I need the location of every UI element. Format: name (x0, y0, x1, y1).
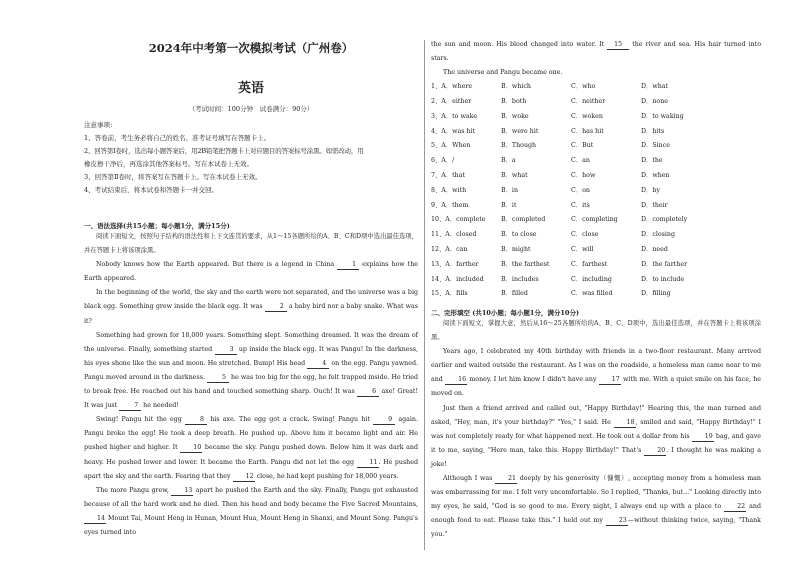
passage-text: The more Pangu grew, (96, 486, 172, 494)
passage-2 (431, 345, 761, 542)
passage-text: Just then a friend arrived and called out, "Happy Birthday!" Hearing this, the man turned and asked, "Hey, man, it's your birthday?" "Yes," I said. He (431, 404, 761, 426)
blank-number: 3 (215, 346, 237, 355)
option-choice: 10、A．complete (431, 216, 486, 224)
passage-text: axe! Great! It was just (84, 388, 418, 410)
blank-number: 9 (373, 416, 395, 425)
passage-text: again. Pangu broke the egg! He took a deep breath. He pushed up. Above him it became light and air. He pushed higher and higher. It (84, 416, 418, 452)
note-item: 1、答卷前，考生务必将自己的姓名、准考证号填写在答题卡上。 (84, 134, 271, 142)
note-item: 4、考试结束后，将本试卷和答题卡一并交回。 (84, 186, 219, 194)
paragraph (431, 472, 761, 542)
option-choice: B．filled (501, 290, 528, 298)
passage-1-last-line: The universe and Pangu became one. (443, 69, 563, 77)
option-row (431, 96, 761, 111)
option-choice: C．including (571, 275, 612, 283)
paragraph (84, 286, 418, 328)
blank-number: 16 (445, 376, 467, 385)
option-row (431, 259, 761, 274)
option-choice: D．completely (641, 216, 688, 224)
blank-number: 11 (357, 459, 379, 468)
paragraph (84, 258, 418, 286)
option-choice: B．in (501, 186, 518, 194)
blank-number: 1 (337, 261, 359, 270)
option-choice: B．might (501, 246, 531, 254)
option-choice: C．farthest (571, 260, 608, 268)
passage-text: his axe. The egg got a crack. Swing! Pangu hit (207, 416, 374, 424)
option-choice: 15、A．fills (431, 290, 468, 298)
blank-number: 20 (644, 447, 666, 456)
option-choice: 11、A．closed (431, 231, 477, 239)
blank-number: 8 (185, 416, 207, 425)
option-row (431, 170, 761, 185)
passage-1-end (431, 38, 761, 66)
exam-meta: （考试时间：100分钟 试卷满分：90分） (188, 105, 314, 113)
passage-text: a baby bird nor a baby snake. What was it? (84, 303, 418, 325)
paragraph (84, 484, 418, 540)
section2 (431, 308, 761, 543)
passage-text: Years ago, I celebrated my 40th birthday with friends in a two-floor restaurant. Many arrived earlier and waited outside the restaurant. As I was on the roadside, a homeless man came near to me and (431, 348, 761, 384)
column-divider (424, 40, 425, 550)
blank-number: 17 (599, 376, 621, 385)
option-choice: D．filling (641, 290, 671, 298)
blank-number: 23 (606, 517, 628, 526)
option-row (431, 288, 761, 303)
passage-text: up inside the black egg. It was Pangu! In the darkness, his eyes shone like the sun and moon. He stretched. Bump! His head (84, 345, 418, 367)
option-choice: D．need (641, 246, 668, 254)
blank-number: 6 (357, 388, 379, 397)
blank-number: 18 (614, 419, 636, 428)
option-row (431, 126, 761, 141)
passage-1-continued (431, 38, 761, 303)
passage-text: apart he pushed the Earth and the sky. Finally, Pangu got exhausted because of all the hard work and he died. Then his head and body became the Five Sacred Mountains, (84, 486, 418, 508)
paragraph-body (431, 472, 761, 542)
passage-text: he needed! (141, 402, 179, 410)
note-item: 2、回答第Ⅰ卷时，选出每小题答案后，用2B铅笔把答题卡上对应题目的答案标号涂黑。如需改动，用 (84, 147, 364, 155)
option-row (431, 274, 761, 289)
paragraph-body (431, 345, 761, 401)
passage-text: In the beginning of the world, the sky and the earth were not separated, and the universe was a big black egg. Something grew inside the black egg. It was (84, 289, 418, 311)
option-choice: 1、A．where (431, 83, 473, 91)
option-choice: B．completed (501, 216, 546, 224)
section2-intro: 阅读下面短文，掌握大意，然后从16～25各题所给的A、B、C、D项中，选出最佳选项，并在答题卡上将该项涂黑。 (431, 320, 761, 342)
blank-number: 4 (307, 360, 329, 369)
passage-text: with me. With a quiet smile on his face, he moved on. (431, 376, 762, 398)
option-choice: 6、A．/ (431, 157, 455, 165)
passage-text: . I thought he was making a joke! (431, 446, 761, 468)
option-choice: 3、A．to wake (431, 112, 478, 120)
option-choice: D．hits (641, 127, 665, 135)
option-choice: 9、A．them (431, 201, 469, 209)
section1-heading: 一、语法选择(共15小题；每小题1分，满分15分) (84, 222, 230, 230)
option-choice: 7、A．that (431, 172, 466, 180)
paragraph-body (84, 286, 418, 328)
paragraph (431, 402, 761, 472)
passage-text: Swing! Pangu hit the egg (96, 416, 186, 424)
blank-number: 14 (84, 515, 106, 524)
option-choice: C．its (571, 201, 590, 209)
option-choice: C．an (571, 157, 590, 165)
option-choice: 14、A．included (431, 275, 484, 283)
passage-text: the river and sea. His hair turned into stars. (431, 41, 761, 63)
option-choice: B．which (501, 83, 531, 91)
passage-text: Mount Tai, Mount Heng in Hunan, Mount Hua, Mount Heng in Shanxi, and Mount Song. Pangu's eyes turned into (84, 514, 418, 536)
blank-number: 10 (180, 444, 202, 453)
option-choice: 12、A．can (431, 246, 468, 254)
blank-number: 12 (233, 473, 255, 482)
option-choice: B．both (501, 98, 527, 106)
option-choice: B．were hit (501, 127, 539, 135)
passage-text: —without thinking twice, saying, "Thank you." (431, 517, 761, 539)
option-choice: C．close (571, 231, 599, 239)
option-row (431, 155, 761, 170)
blank-number: 15 (607, 41, 629, 50)
paragraph-body (84, 258, 418, 286)
paragraph (431, 345, 761, 401)
option-row (431, 111, 761, 126)
subject-title: 英语 (237, 81, 264, 96)
passage-text: on the egg. Pangu yawned. Pangu moved around in the darkness. (84, 359, 418, 381)
option-row (431, 200, 761, 215)
option-choice: C．neither (571, 98, 606, 106)
notes-heading: 注意事项: (84, 121, 113, 129)
option-choice: C．will (571, 246, 594, 254)
passage-text: and enough food to eat. Please take this." I held out my (431, 503, 762, 525)
option-choice: D．to include (641, 275, 685, 283)
passage-text: became the sky. Pangu pushed down. Below him it was dark and heavy. He pushed lower and lower. It became the Earth. Pangu did not let the egg (84, 444, 419, 466)
option-choice: B．a (501, 157, 516, 165)
option-choice: 5、A．When (431, 142, 471, 150)
exam-title: 2024年中考第一次模拟考试（广州卷） (148, 41, 354, 55)
option-choice: C．completing (571, 216, 618, 224)
option-choice: B．woke (501, 112, 529, 120)
option-row (431, 140, 761, 155)
option-choice: D．the (641, 157, 663, 165)
option-choice: D．the farther (641, 260, 688, 268)
note-item: 3、回答第Ⅱ卷时，将答案写在答题卡上。写在本试卷上无效。 (84, 173, 262, 181)
blank-number: 2 (265, 303, 287, 312)
passage-text: money. I let him know I didn't have any (467, 376, 599, 384)
option-choice: D．what (641, 83, 669, 91)
paragraph-body (84, 329, 418, 414)
passage-text: Although I was (443, 475, 496, 483)
option-choice: 13、A．farther (431, 260, 479, 268)
option-choice: B．what (501, 172, 528, 180)
option-choice: C．was filled (571, 290, 613, 298)
passage-text: Something had grown for 18,000 years. Something slept. Something dreamed. It was the dream of the universe. Finally, something started (84, 331, 418, 353)
option-row (431, 81, 761, 96)
passage-text: explains how the Earth appeared. (84, 261, 418, 283)
passage-text: Nobody knows how the Earth appeared. But there is a legend in China (96, 261, 338, 269)
option-choice: D．Since (641, 142, 670, 150)
paragraph (84, 329, 418, 414)
note-item: 橡皮擦干净后，再选涂其他答案标号。写在本试卷上无效。 (84, 160, 253, 168)
option-choice: B．the farthest (501, 260, 550, 268)
option-choice: D．when (641, 172, 670, 180)
passage-text: , smiled and said, "Happy Birthday!" I was not completely ready for what happened next. He took out a dollar from his (431, 418, 761, 440)
paragraph-body (84, 413, 418, 483)
option-choice: B．to close (501, 231, 537, 239)
option-choice: 4、A．was hit (431, 127, 476, 135)
paragraph-body (431, 402, 761, 472)
option-choice: D．their (641, 201, 668, 209)
blank-number: 21 (495, 475, 517, 484)
section2-heading: 二、完形填空 (共10小题；每小题1分，满分10分) (431, 309, 580, 317)
option-row (431, 229, 761, 244)
option-choice: 2、A．either (431, 98, 472, 106)
blank-number: 13 (171, 487, 193, 496)
blank-number: 7 (119, 402, 141, 411)
passage-text: the sun and moon. His blood changed into water. It (431, 41, 608, 48)
option-row (431, 244, 761, 259)
option-choice: C．who (571, 83, 596, 91)
option-choice: D．to waking (641, 112, 684, 120)
option-choice: B．Though (501, 142, 537, 150)
option-choice: C．has hit (571, 127, 604, 135)
notes-block (84, 119, 418, 197)
passage-text: close, he had kept pushing for 18,000 years. (254, 472, 399, 480)
section1-intro: 阅读下面短文，按照句子结构的语法性和上下文连贯的要求，从1～15各题所给的A、B、C和D项中选出最佳选项，并在答题卡上将该项涂黑。 (84, 233, 418, 255)
option-choice: D．by (641, 186, 660, 194)
option-choice: D．none (641, 98, 668, 106)
option-row (431, 214, 761, 229)
option-choice: D．closing (641, 231, 676, 239)
passage-1 (84, 258, 418, 540)
option-choice: C．on (571, 186, 590, 194)
paragraph (84, 413, 418, 483)
option-choice: 8、A．with (431, 186, 467, 194)
section1 (84, 221, 418, 540)
option-choice: C．But (571, 142, 594, 150)
option-choice: B．it (501, 201, 517, 209)
passage-text: he was too big for the egg, he felt trapped inside. He tried to break free. He reached out his hand and touched something sharp. Ouch! It was (84, 373, 419, 396)
option-choice: B．includes (501, 275, 539, 283)
option-row (431, 185, 761, 200)
blank-number: 5 (207, 374, 229, 383)
option-choice: C．woken (571, 112, 603, 120)
blank-number: 19 (692, 433, 714, 442)
paragraph-body (84, 484, 418, 540)
passage-text: deeply by his generosity（慷慨）, accepting money from a homeless man was embarrassing for me. I felt very uncomfortable. So I replied, "Thanks, but..." Looking directly into my eyes, he said, "God is so good to me. Every night, I always end up with a place to (431, 475, 761, 511)
options-table (431, 81, 761, 303)
passage-text: . He pushed apart the sky and the earth. Fearing that they (84, 458, 418, 480)
blank-number: 22 (724, 503, 746, 512)
option-choice: C．how (571, 172, 596, 180)
passage-text: bag, and gave it to me, saying, "Here man, take this. Happy Birthday!" That's (431, 432, 761, 454)
